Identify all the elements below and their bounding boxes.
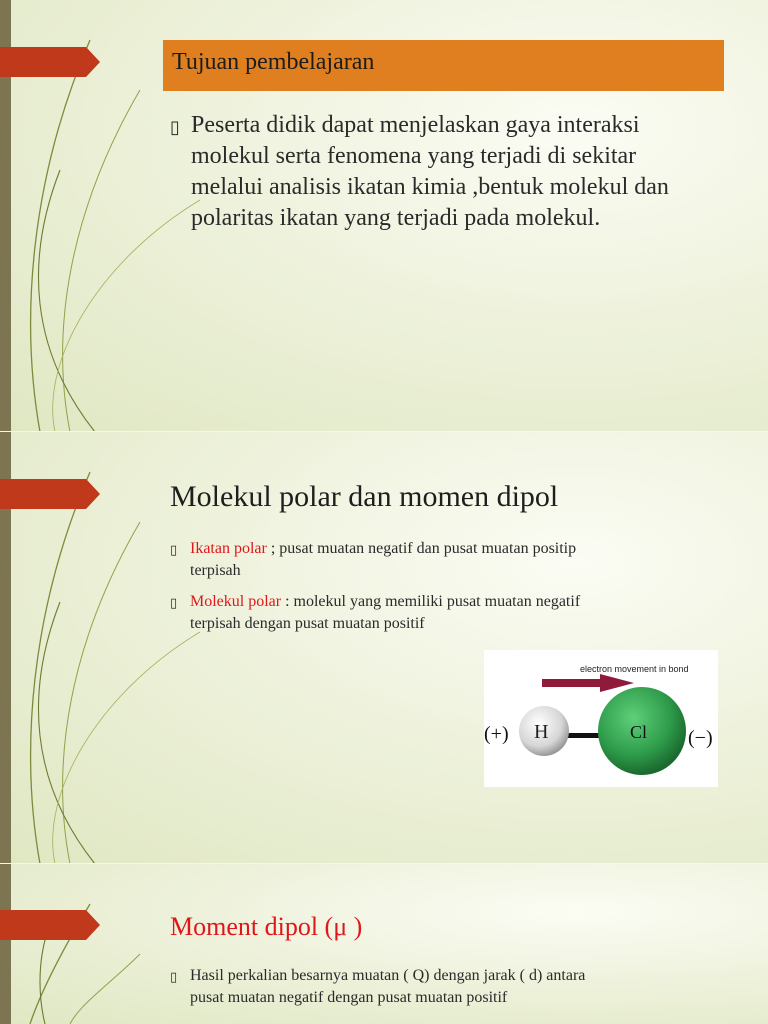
slide-title: Moment dipol (μ ) xyxy=(170,912,363,941)
slide-2 xyxy=(0,432,768,864)
electron-movement-arrow xyxy=(542,674,634,692)
term-definition-continued: terpisah dengan pusat muatan positif xyxy=(190,615,425,632)
charge-positive: (+) xyxy=(484,723,509,745)
hcl-dipole-figure xyxy=(484,650,718,787)
bullet-line: molekul serta fenomena yang terjadi di sekitar xyxy=(191,143,637,169)
slide-title: Tujuan pembelajaran xyxy=(172,49,375,75)
term-label: Molekul polar xyxy=(190,593,282,610)
slide-3 xyxy=(0,864,768,1024)
square-bullet-icon: ▯ xyxy=(170,117,180,137)
bullet-line: pusat muatan negatif dengan pusat muatan positif xyxy=(190,989,508,1006)
term-label: Ikatan polar xyxy=(190,540,267,557)
square-bullet-icon: ▯ xyxy=(170,969,178,984)
bullet-line: Hasil perkalian besarnya muatan ( Q) dengan jarak ( d) antara xyxy=(190,967,586,984)
title-bar xyxy=(163,40,724,91)
bullet-line: melalui analisis ikatan kimia ,bentuk molekul dan xyxy=(191,174,669,200)
atom-label-cl: Cl xyxy=(630,722,648,742)
term-definition: : molekul yang memiliki pusat muatan negatif xyxy=(281,593,581,610)
term-definition-continued: terpisah xyxy=(190,562,241,579)
slide-title: Molekul polar dan momen dipol xyxy=(170,480,559,513)
figure-caption: electron movement in bond xyxy=(580,664,689,674)
arrow-marker-icon xyxy=(0,479,100,509)
atom-label-h: H xyxy=(534,721,549,743)
arrow-marker-icon xyxy=(0,47,100,77)
charge-negative: (−) xyxy=(688,727,713,749)
slide-1 xyxy=(0,0,768,432)
bullet-line: polaritas ikatan yang terjadi pada molekul. xyxy=(191,205,601,231)
bullet-line: Peserta didik dapat menjelaskan gaya interaksi xyxy=(191,112,640,138)
square-bullet-icon: ▯ xyxy=(170,595,178,610)
arrow-marker-icon xyxy=(0,910,100,940)
term-definition: ; pusat muatan negatif dan pusat muatan positip xyxy=(266,540,577,557)
slide-sidebar xyxy=(0,864,11,1024)
square-bullet-icon: ▯ xyxy=(170,542,178,557)
